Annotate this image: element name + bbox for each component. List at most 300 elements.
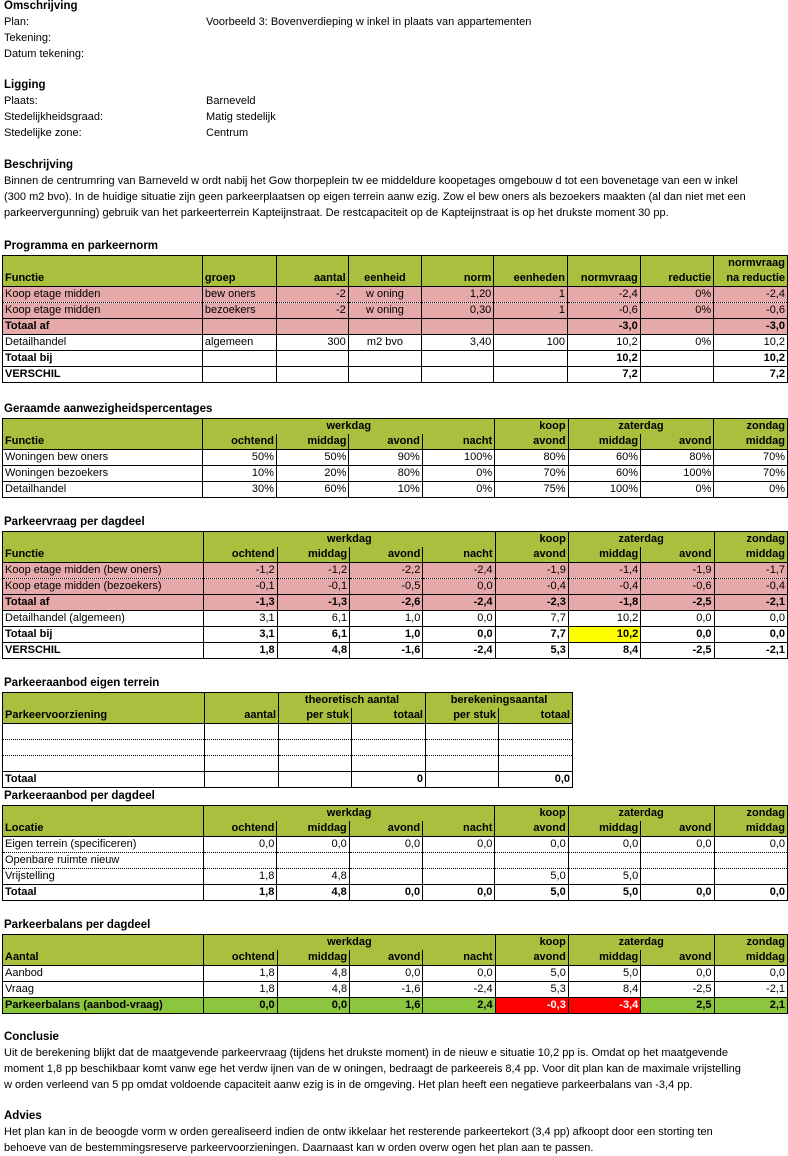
table-cell bbox=[422, 319, 494, 335]
table-cell: Woningen bezoekers bbox=[3, 466, 203, 482]
table-cell: 0,0 bbox=[568, 837, 640, 853]
table-row bbox=[3, 837, 788, 853]
field-stedelijkheidsgraad: Stedelijkheidsgraad: Matig stedelijk bbox=[4, 111, 276, 123]
table-cell bbox=[426, 772, 499, 788]
header-cell: avond bbox=[350, 547, 423, 563]
header-group-row bbox=[3, 935, 788, 951]
table-cell: 1,6 bbox=[350, 998, 423, 1014]
header-cell: ochtend bbox=[204, 950, 277, 966]
header-cell: totaal bbox=[352, 708, 426, 724]
table-cell: -2,4 bbox=[423, 563, 495, 579]
table-row bbox=[3, 966, 788, 982]
conclusie-line: w orden verleend van 5 pp omdat voldoende capaciteit aanw ezig is in de omgeving. Het plan heeft een negatieve parkeerbalans van -3,4 pp. bbox=[4, 1079, 693, 1091]
header-cell: per stuk bbox=[279, 708, 352, 724]
table-cell: 7,2 bbox=[567, 367, 640, 383]
table-cell: -1,2 bbox=[277, 563, 349, 579]
header-row bbox=[3, 950, 788, 966]
header-group-berekening: berekeningsaantal bbox=[426, 693, 573, 709]
table-cell bbox=[426, 756, 499, 772]
table-cell: 5,0 bbox=[568, 885, 640, 901]
heading-aanbod-dagdeel: Parkeeraanbod per dagdeel bbox=[4, 790, 155, 802]
table-cell bbox=[499, 724, 573, 740]
header-row bbox=[3, 434, 788, 450]
field-plaats: Plaats: Barneveld bbox=[4, 95, 256, 107]
section-advies bbox=[4, 1108, 784, 1156]
table-cell: 0,0 bbox=[641, 627, 714, 643]
table-cell bbox=[641, 853, 714, 869]
table-cell: 1,0 bbox=[350, 627, 423, 643]
table-cell: 60% bbox=[568, 450, 641, 466]
header-group-werkdag: werkdag bbox=[203, 419, 495, 435]
table-cell bbox=[494, 351, 568, 367]
header-cell: nacht bbox=[423, 950, 495, 966]
header-row bbox=[3, 256, 788, 272]
table-cell: algemeen bbox=[202, 335, 276, 351]
table-cell bbox=[640, 367, 713, 383]
table-cell: 7,7 bbox=[495, 611, 568, 627]
header-cell bbox=[3, 693, 205, 709]
table-cell: VERSCHIL bbox=[3, 367, 203, 383]
table-cell: 10,2 bbox=[568, 611, 640, 627]
conclusie-line: Uit de berekening blijkt dat de maatgevende parkeervraag (tijdens het drukste moment) in de nieuw e situatie 10,2 pp is. Omdat op het maatgevende bbox=[4, 1047, 728, 1059]
table-cell: -3,0 bbox=[714, 319, 788, 335]
table-cell bbox=[3, 756, 205, 772]
header-cell: avond bbox=[495, 950, 568, 966]
conclusie-line: moment 1,8 pp beschikbaar komt vanw ege het verdw ijnen van de w oningen, bedraagt de parkeereis 8,4 pp. Voor dit plan kan de maximale vrijstelling bbox=[4, 1063, 741, 1075]
table-cell bbox=[714, 869, 787, 885]
header-cell: middag bbox=[714, 950, 787, 966]
table-cell: 4,8 bbox=[277, 966, 349, 982]
heading-advies: Advies bbox=[4, 1110, 42, 1122]
header-cell: per stuk bbox=[426, 708, 499, 724]
table-cell bbox=[349, 869, 422, 885]
header-row bbox=[3, 821, 788, 837]
table-cell bbox=[276, 351, 348, 367]
beschrijving-line: (300 m2 bvo). In de huidige situatie zijn geen parkeerplaatsen op eigen terrein aanw ezig. Zow el bew oners als bezoekers maakten (al dan niet met een bbox=[4, 191, 746, 203]
header-group-zondag: zondag bbox=[714, 419, 788, 435]
table-cell: 0,0 bbox=[423, 966, 495, 982]
table-cell: 2,1 bbox=[714, 998, 787, 1014]
table-cell: 4,8 bbox=[277, 982, 349, 998]
header-cell: middag bbox=[568, 950, 640, 966]
table-cell bbox=[205, 772, 279, 788]
aanbod-eigen-table bbox=[2, 692, 573, 788]
table-cell: Koop etage midden bbox=[3, 287, 203, 303]
table-cell: 8,4 bbox=[568, 643, 640, 659]
table-cell: -1,6 bbox=[350, 982, 423, 998]
table-cell bbox=[348, 319, 421, 335]
table-cell: -2 bbox=[276, 287, 348, 303]
table-cell: -2,4 bbox=[423, 643, 495, 659]
table-cell: 0% bbox=[422, 482, 494, 498]
table-row bbox=[3, 563, 788, 579]
table-row bbox=[3, 885, 788, 901]
table-cell: -1,4 bbox=[568, 563, 640, 579]
header-cell: middag bbox=[277, 821, 349, 837]
table-cell: 75% bbox=[495, 482, 568, 498]
table-cell: 0% bbox=[640, 303, 713, 319]
table-cell bbox=[279, 724, 352, 740]
table-cell: 70% bbox=[714, 450, 788, 466]
header-cell: Parkeervoorziening bbox=[3, 708, 205, 724]
header-group-zaterdag: zaterdag bbox=[568, 806, 714, 822]
header-group-zaterdag: zaterdag bbox=[568, 532, 714, 548]
table-cell: Koop etage midden bbox=[3, 303, 203, 319]
table-cell: bezoekers bbox=[202, 303, 276, 319]
table-row bbox=[3, 853, 788, 869]
header-group-koop: koop bbox=[495, 806, 568, 822]
table-cell bbox=[352, 756, 426, 772]
header-cell: avond bbox=[641, 547, 714, 563]
table-cell: w oning bbox=[348, 287, 421, 303]
header-cell bbox=[640, 256, 713, 272]
table-cell: 0,0 bbox=[641, 966, 714, 982]
header-cell bbox=[3, 935, 204, 951]
header-group-zondag: zondag bbox=[714, 935, 787, 951]
table-cell: 1,8 bbox=[204, 643, 277, 659]
table-cell: 1,8 bbox=[204, 982, 277, 998]
table-cell: 10,2 bbox=[714, 335, 788, 351]
table-cell: 5,0 bbox=[495, 966, 568, 982]
table-cell: 0 bbox=[352, 772, 426, 788]
table-cell: 5,0 bbox=[568, 869, 640, 885]
heading-aanwezigheid: Geraamde aanwezigheidspercentages bbox=[4, 403, 213, 415]
table-cell: Eigen terrein (specificeren) bbox=[3, 837, 204, 853]
header-cell bbox=[276, 256, 348, 272]
section-beschrijving bbox=[4, 157, 784, 221]
table-cell: 5,3 bbox=[495, 982, 568, 998]
header-cell: reductie bbox=[640, 271, 713, 287]
table-row bbox=[3, 869, 788, 885]
table-cell: 0,0 bbox=[423, 885, 495, 901]
table-row bbox=[3, 982, 788, 998]
header-group-row bbox=[3, 419, 788, 435]
advies-line: Het plan kan in de beoogde vorm w orden gerealiseerd indien de ontw ikkelaar het resterende parkeertekort (3,4 pp) afkoopt door een storting ten bbox=[4, 1126, 713, 1138]
header-cell: middag bbox=[276, 434, 349, 450]
table-cell bbox=[422, 367, 494, 383]
table-cell bbox=[279, 756, 352, 772]
table-cell bbox=[426, 740, 499, 756]
table-row bbox=[3, 579, 788, 595]
header-group-werkdag: werkdag bbox=[203, 806, 495, 822]
table-cell: 60% bbox=[568, 466, 641, 482]
header-cell: ochtend bbox=[203, 434, 277, 450]
header-cell: middag bbox=[277, 950, 349, 966]
field-datum-tekening: Datum tekening: bbox=[4, 48, 85, 60]
table-cell bbox=[276, 367, 348, 383]
table-cell: -2,4 bbox=[567, 287, 640, 303]
table-cell: m2 bvo bbox=[348, 335, 421, 351]
table-cell: 0% bbox=[640, 335, 713, 351]
table-cell: -0,4 bbox=[568, 579, 640, 595]
table-cell: 0,0 bbox=[714, 627, 787, 643]
table-cell: 0,0 bbox=[204, 998, 277, 1014]
header-row bbox=[3, 547, 788, 563]
table-cell: -2 bbox=[276, 303, 348, 319]
table-cell: 0,0 bbox=[714, 885, 787, 901]
table-cell: 0,0 bbox=[499, 772, 573, 788]
header-cell: middag bbox=[714, 434, 788, 450]
header-cell: eenheden bbox=[494, 271, 568, 287]
table-row bbox=[3, 998, 788, 1014]
table-row bbox=[3, 466, 788, 482]
header-cell: na reductie bbox=[714, 271, 788, 287]
table-cell bbox=[423, 853, 495, 869]
header-cell bbox=[3, 419, 203, 435]
table-cell: -1,7 bbox=[714, 563, 787, 579]
table-cell: Vraag bbox=[3, 982, 204, 998]
header-cell: middag bbox=[277, 547, 349, 563]
table-cell: -2,4 bbox=[423, 595, 495, 611]
table-cell: 0,0 bbox=[714, 966, 787, 982]
table-cell bbox=[348, 367, 421, 383]
table-cell: Totaal bij bbox=[3, 627, 204, 643]
table-cell bbox=[205, 740, 279, 756]
header-group-werkdag: werkdag bbox=[204, 532, 495, 548]
header-group-row bbox=[3, 532, 788, 548]
table-cell: -2,5 bbox=[641, 982, 714, 998]
table-cell: 5,3 bbox=[495, 643, 568, 659]
table-cell: Koop etage midden (bew oners) bbox=[3, 563, 204, 579]
header-cell: aantal bbox=[205, 708, 279, 724]
table-cell: 0,0 bbox=[423, 837, 495, 853]
heading-balans: Parkeerbalans per dagdeel bbox=[4, 919, 151, 931]
table-cell: 80% bbox=[495, 450, 568, 466]
table-cell: Totaal bbox=[3, 885, 204, 901]
table-cell bbox=[279, 772, 352, 788]
heading-programma: Programma en parkeernorm bbox=[4, 240, 159, 252]
section-ligging bbox=[4, 77, 276, 141]
table-cell: -1,9 bbox=[641, 563, 714, 579]
advies-line: behoeve van de bestemmingsreserve parkeervoorzieningen. Daarnaast kan w orden overw ogen het plan aan te passen. bbox=[4, 1142, 594, 1154]
table-cell bbox=[641, 869, 714, 885]
table-row bbox=[3, 303, 788, 319]
header-cell bbox=[348, 256, 421, 272]
table-cell: 0,0 bbox=[714, 611, 787, 627]
table-row bbox=[3, 335, 788, 351]
header-cell: nacht bbox=[423, 547, 495, 563]
field-tekening: Tekening: bbox=[4, 32, 52, 44]
table-cell: 10% bbox=[203, 466, 277, 482]
header-group-row bbox=[3, 806, 788, 822]
header-cell: avond bbox=[641, 950, 714, 966]
table-cell: 0,0 bbox=[641, 611, 714, 627]
table-cell: Woningen bew oners bbox=[3, 450, 203, 466]
table-cell: -2,1 bbox=[714, 643, 787, 659]
table-cell: 1,8 bbox=[203, 869, 277, 885]
header-row bbox=[3, 708, 573, 724]
table-cell: 70% bbox=[714, 466, 788, 482]
header-cell: avond bbox=[641, 434, 714, 450]
table-cell: 5,0 bbox=[568, 966, 640, 982]
table-cell: -0,1 bbox=[277, 579, 349, 595]
table-cell: 2,5 bbox=[641, 998, 714, 1014]
table-cell: -0,4 bbox=[714, 579, 787, 595]
table-row bbox=[3, 611, 788, 627]
parkeervraag-table bbox=[2, 531, 788, 659]
table-cell: 8,4 bbox=[568, 982, 640, 998]
aanbod-dagdeel-table bbox=[2, 805, 788, 901]
aanwezigheid-table bbox=[2, 418, 788, 498]
table-cell: 0,0 bbox=[641, 885, 714, 901]
table-cell: bew oners bbox=[202, 287, 276, 303]
header-group-zaterdag: zaterdag bbox=[568, 419, 714, 435]
table-cell: 1,8 bbox=[204, 966, 277, 982]
table-cell: 0,0 bbox=[714, 837, 787, 853]
table-cell: -0,6 bbox=[714, 303, 788, 319]
table-cell: 7,2 bbox=[714, 367, 788, 383]
table-cell: Vrijstelling bbox=[3, 869, 204, 885]
table-cell: 100 bbox=[494, 335, 568, 351]
table-cell bbox=[205, 756, 279, 772]
header-cell: norm bbox=[422, 271, 494, 287]
table-cell: 2,4 bbox=[423, 998, 495, 1014]
table-cell bbox=[494, 319, 568, 335]
table-cell: 1 bbox=[494, 287, 568, 303]
table-cell: Openbare ruimte nieuw bbox=[3, 853, 204, 869]
header-cell bbox=[202, 256, 276, 272]
table-row bbox=[3, 643, 788, 659]
table-cell: 0,0 bbox=[423, 611, 495, 627]
table-cell bbox=[279, 740, 352, 756]
table-cell: 30% bbox=[203, 482, 277, 498]
table-cell: Totaal bbox=[3, 772, 205, 788]
table-row bbox=[3, 595, 788, 611]
table-cell: 100% bbox=[641, 466, 714, 482]
header-cell: normvraag bbox=[714, 256, 788, 272]
table-cell: 0,30 bbox=[422, 303, 494, 319]
table-cell: -1,3 bbox=[277, 595, 349, 611]
heading-conclusie: Conclusie bbox=[4, 1031, 59, 1043]
header-cell: eenheid bbox=[348, 271, 421, 287]
table-cell: 4,8 bbox=[277, 885, 349, 901]
table-cell bbox=[494, 367, 568, 383]
table-cell: 0,0 bbox=[349, 837, 422, 853]
table-cell bbox=[640, 319, 713, 335]
table-cell: 10,2 bbox=[567, 351, 640, 367]
table-cell bbox=[3, 724, 205, 740]
table-cell: 0,0 bbox=[423, 579, 495, 595]
table-cell: -2,2 bbox=[350, 563, 423, 579]
table-cell bbox=[423, 869, 495, 885]
header-group-koop: koop bbox=[495, 419, 568, 435]
table-cell bbox=[202, 367, 276, 383]
header-group-row bbox=[3, 693, 573, 709]
header-group-koop: koop bbox=[495, 935, 568, 951]
table-cell: -2,5 bbox=[641, 595, 714, 611]
table-cell: Totaal bij bbox=[3, 351, 203, 367]
table-cell: 1,8 bbox=[203, 885, 277, 901]
table-cell: 10,2 bbox=[567, 335, 640, 351]
field-stedelijke-zone: Stedelijke zone: Centrum bbox=[4, 127, 249, 139]
table-cell: -1,3 bbox=[204, 595, 277, 611]
table-cell: 10,2 bbox=[714, 351, 788, 367]
table-row bbox=[3, 367, 788, 383]
balans-table bbox=[2, 934, 788, 1014]
beschrijving-line: parkeervergunning) gebruik van het parkeerterrein Kapteijnstraat. De restcapaciteit op de Kapteijnstraat is op het drukste moment 30 pp. bbox=[4, 207, 669, 219]
table-cell: 0% bbox=[640, 287, 713, 303]
table-cell: 0% bbox=[714, 482, 788, 498]
table-cell: -2,5 bbox=[641, 643, 714, 659]
table-cell: 0% bbox=[422, 466, 494, 482]
table-row bbox=[3, 740, 573, 756]
heading-omschrijving: Omschrijving bbox=[4, 0, 78, 12]
table-row bbox=[3, 319, 788, 335]
table-cell bbox=[203, 853, 277, 869]
table-cell: -3,0 bbox=[567, 319, 640, 335]
header-cell: middag bbox=[568, 547, 640, 563]
table-cell: 4,8 bbox=[277, 869, 349, 885]
table-cell: -2,1 bbox=[714, 595, 787, 611]
table-cell: 50% bbox=[203, 450, 277, 466]
table-row bbox=[3, 627, 788, 643]
table-cell: -1,8 bbox=[568, 595, 640, 611]
table-cell: Totaal af bbox=[3, 595, 204, 611]
header-cell: avond bbox=[349, 434, 422, 450]
table-cell: 20% bbox=[276, 466, 349, 482]
table-cell: Totaal af bbox=[3, 319, 203, 335]
table-cell: 0,0 bbox=[350, 966, 423, 982]
table-cell: -0,4 bbox=[495, 579, 568, 595]
header-cell: middag bbox=[568, 821, 640, 837]
total-row bbox=[3, 772, 573, 788]
header-cell bbox=[3, 532, 204, 548]
header-cell: Functie bbox=[3, 271, 203, 287]
table-cell: 0,0 bbox=[423, 627, 495, 643]
table-cell bbox=[714, 853, 787, 869]
header-cell: Aantal bbox=[3, 950, 204, 966]
table-cell: 3,1 bbox=[204, 627, 277, 643]
table-cell bbox=[202, 319, 276, 335]
table-cell: 0,0 bbox=[203, 837, 277, 853]
header-group-koop: koop bbox=[495, 532, 568, 548]
table-cell bbox=[276, 319, 348, 335]
table-cell: -2,3 bbox=[495, 595, 568, 611]
table-cell: 5,0 bbox=[495, 869, 568, 885]
header-group-werkdag: werkdag bbox=[204, 935, 495, 951]
header-cell: Functie bbox=[3, 547, 204, 563]
table-cell bbox=[426, 724, 499, 740]
table-cell: 1 bbox=[494, 303, 568, 319]
table-cell bbox=[205, 724, 279, 740]
header-cell: nacht bbox=[423, 821, 495, 837]
table-cell: -0,6 bbox=[641, 579, 714, 595]
header-cell: middag bbox=[568, 434, 641, 450]
table-cell bbox=[277, 853, 349, 869]
table-cell: 0,0 bbox=[277, 998, 349, 1014]
table-cell: 0% bbox=[641, 482, 714, 498]
table-cell: 80% bbox=[641, 450, 714, 466]
table-cell: 100% bbox=[568, 482, 641, 498]
table-cell: -0,3 bbox=[495, 998, 568, 1014]
header-cell bbox=[3, 806, 204, 822]
header-cell bbox=[205, 693, 279, 709]
table-cell bbox=[348, 351, 421, 367]
table-cell bbox=[495, 853, 568, 869]
header-cell: avond bbox=[495, 821, 568, 837]
table-cell: 60% bbox=[276, 482, 349, 498]
header-cell: Functie bbox=[3, 434, 203, 450]
header-group-zondag: zondag bbox=[714, 806, 787, 822]
table-cell: VERSCHIL bbox=[3, 643, 204, 659]
table-cell: 5,0 bbox=[495, 885, 568, 901]
header-cell: ochtend bbox=[204, 547, 277, 563]
header-cell: ochtend bbox=[203, 821, 277, 837]
table-cell: -1,2 bbox=[204, 563, 277, 579]
table-cell: -2,1 bbox=[714, 982, 787, 998]
header-cell bbox=[494, 256, 568, 272]
table-cell: 6,1 bbox=[277, 627, 349, 643]
